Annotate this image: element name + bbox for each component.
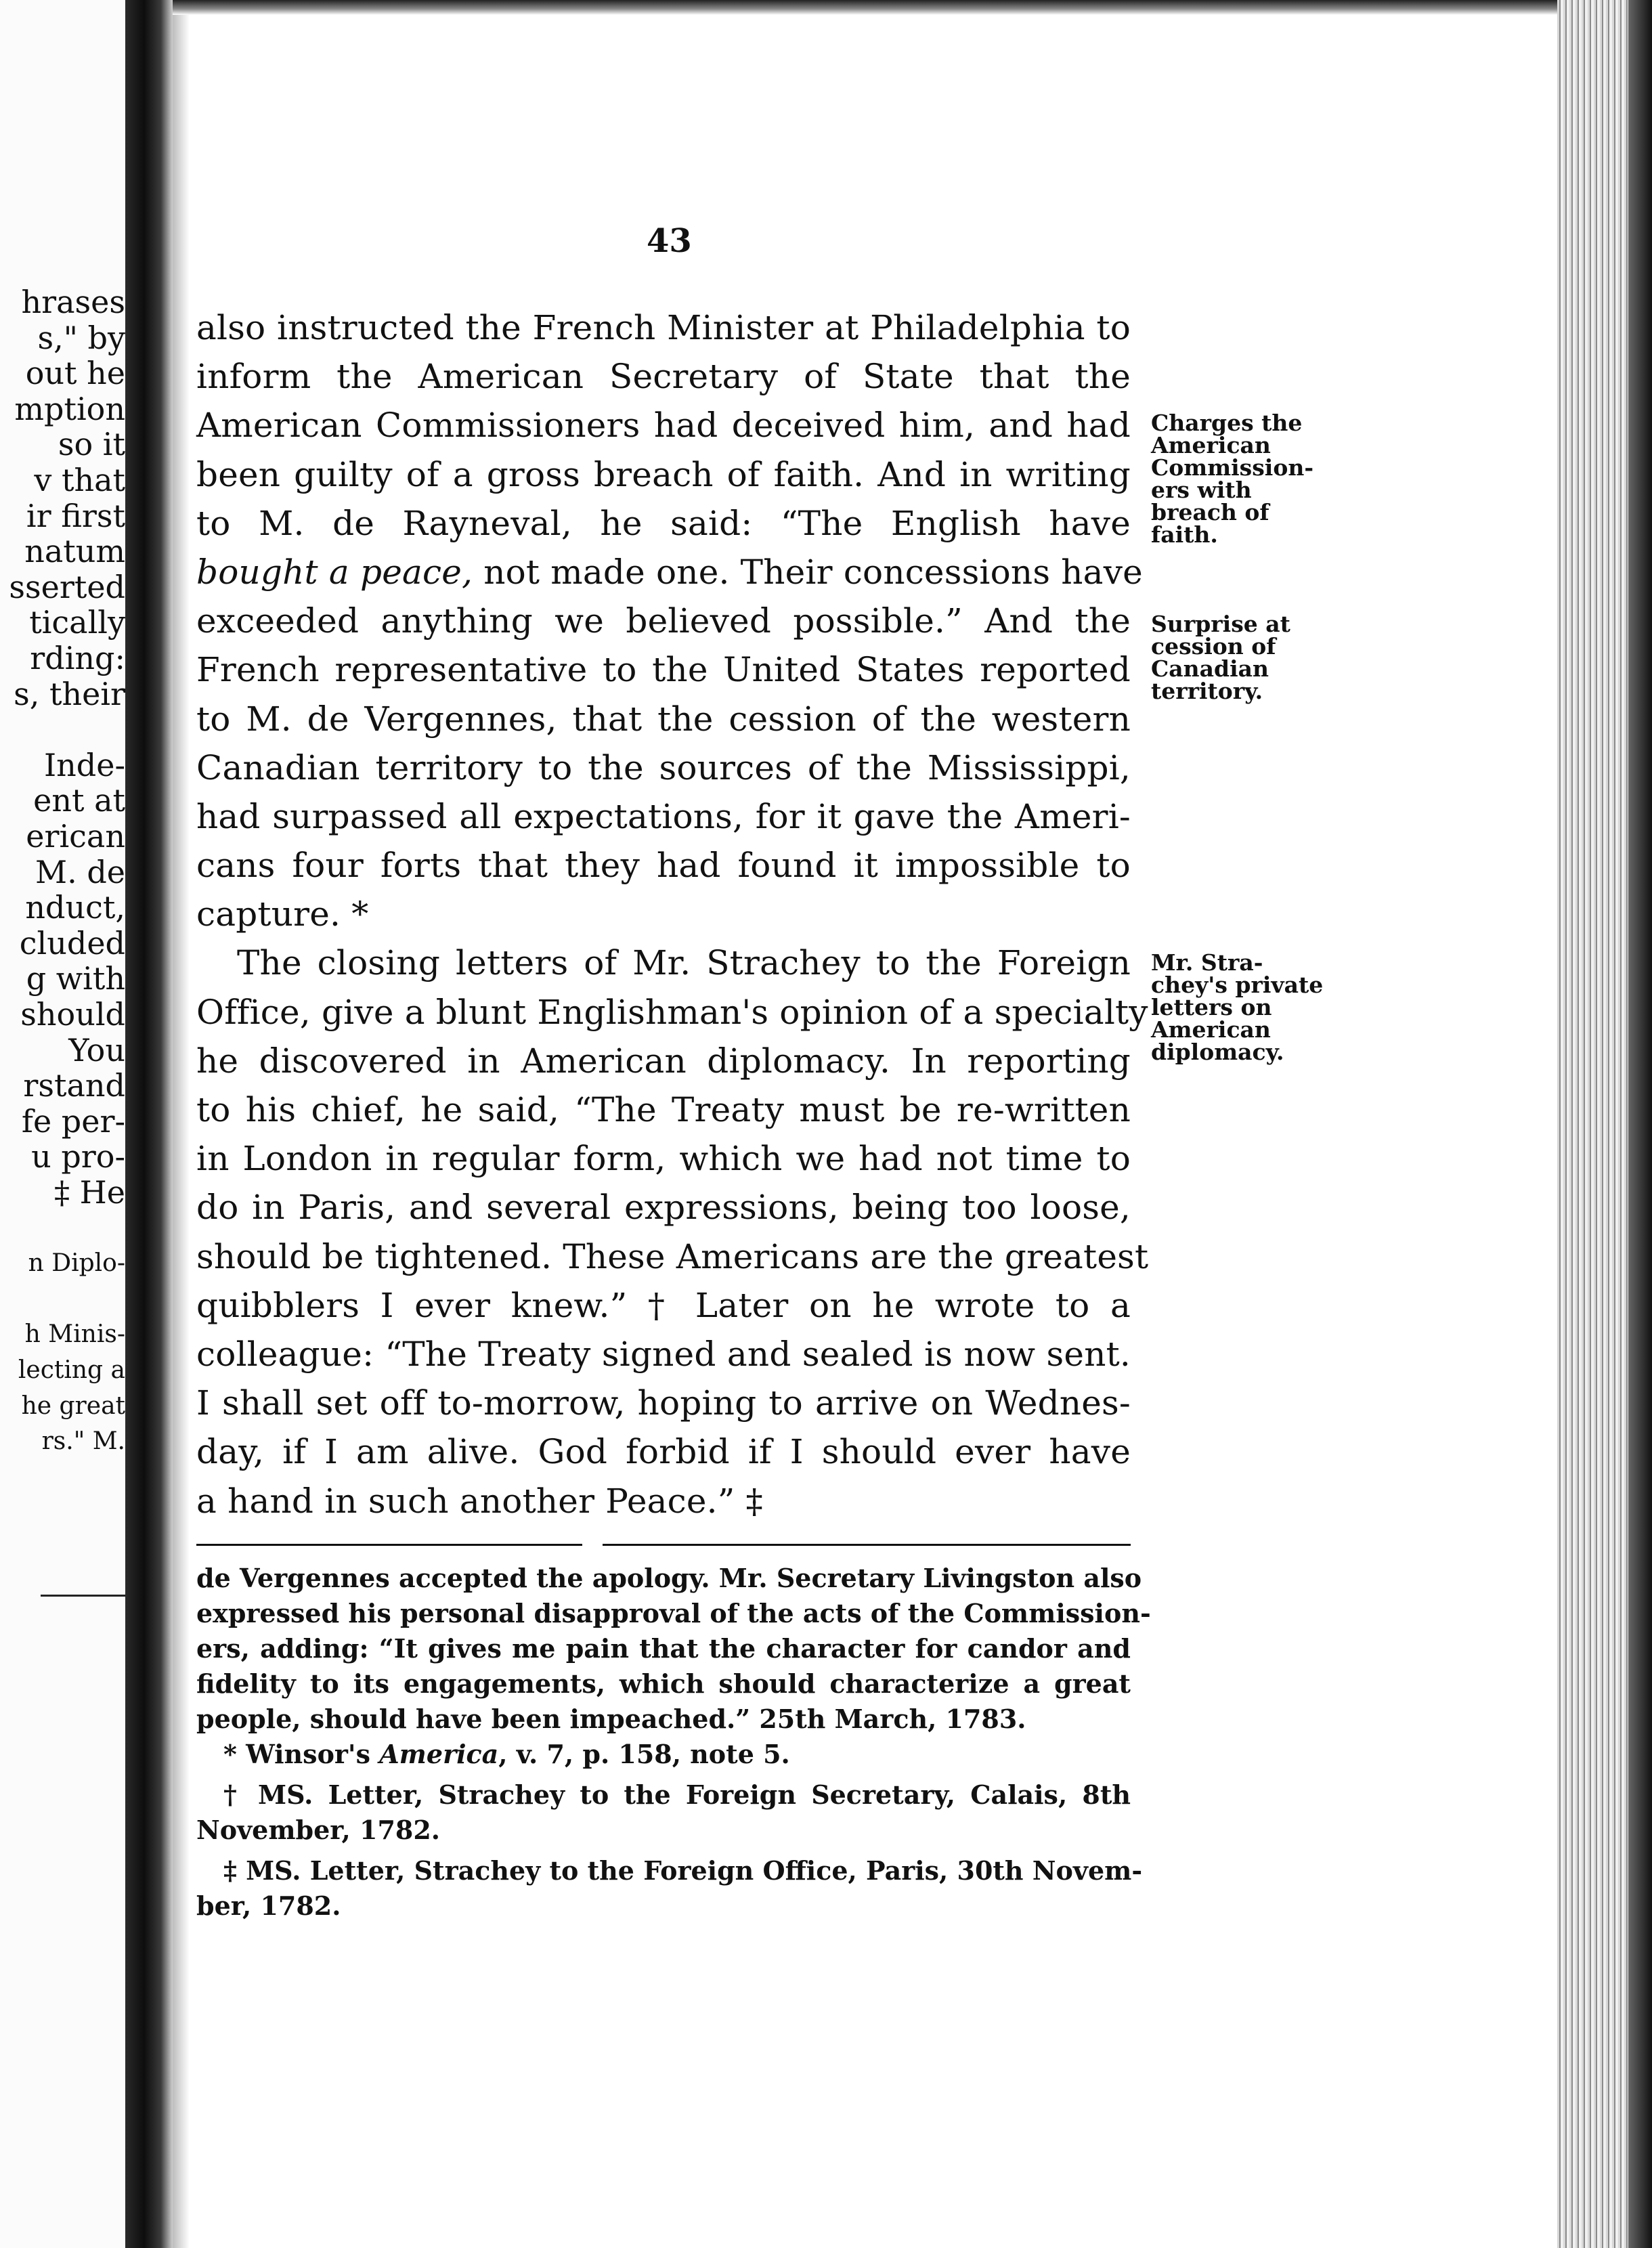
text-line: exceeded anything we believed possible.” And the (196, 601, 1131, 641)
left-page-fragment: v that (34, 462, 125, 498)
left-page-fragment: out he (25, 355, 125, 392)
left-page-fragment: You (68, 1031, 125, 1068)
left-page-fragment: natum (24, 533, 125, 570)
text-line: Office, give a blunt Englishman's opinion of a specialty (196, 992, 1148, 1032)
margin-note-line: territory. (1151, 678, 1263, 704)
text-line: American Commissioners had deceived him, and had (196, 406, 1131, 446)
text-line: I shall set off to-morrow, hoping to arrive on Wednes- (196, 1383, 1131, 1423)
text-line: The closing letters of Mr. Strachey to the Foreign (237, 943, 1131, 983)
left-footnote-rule (41, 1595, 125, 1597)
left-page-fragment: g with (26, 960, 125, 997)
footnote-star (196, 1737, 1131, 1772)
footnote-dagger: † MS. Letter, Strachey to the Foreign Secretary, Calais, 8th (223, 1779, 1131, 1810)
text-line: do in Paris, and several expressions, being too loose, (196, 1188, 1131, 1228)
left-page-edge (0, 0, 125, 2248)
left-page-fragment: h Minis- (24, 1320, 125, 1349)
margin-note-line: Canadian (1151, 655, 1269, 682)
text-line: colleague: “The Treaty signed and sealed is now sent. (196, 1334, 1131, 1374)
margin-note-line: cession of (1151, 633, 1276, 660)
text-line: to M. de Vergennes, that the cession of the western (196, 699, 1131, 739)
footnote-star-title: America (379, 1739, 499, 1769)
left-page-fragment: tically (29, 604, 125, 641)
left-page-fragment: hrases (21, 284, 125, 320)
left-page-fragment: mption (14, 390, 125, 427)
left-page-fragment: n Diplo- (28, 1249, 125, 1278)
text-line: inform the American Secretary of State that the (196, 357, 1131, 397)
margin-note-line: diplomacy. (1151, 1039, 1284, 1065)
margin-note-line: letters on (1151, 994, 1272, 1020)
left-page-fragment: ‡ He (54, 1174, 125, 1211)
text-line: Canadian territory to the sources of the Mississippi, (196, 748, 1131, 787)
left-page-fragment: lecting a (18, 1356, 125, 1384)
left-page-fragment: u pro- (31, 1138, 125, 1175)
footnotes-block (196, 1561, 1151, 1924)
left-page-fragment: M. de (35, 853, 125, 890)
margin-note-strachey (1151, 951, 1347, 1063)
left-page-fragment: rs." M. (41, 1427, 125, 1456)
text-line: to M. de Rayneval, he said: “The English have (196, 503, 1131, 543)
margin-note-line: Mr. Stra- (1151, 949, 1263, 976)
left-page-fragment: so it (58, 426, 125, 463)
left-page-fragment: cluded (19, 924, 125, 961)
text-line: should be tightened. These Americans are the greatest (196, 1236, 1149, 1276)
footnote-ddagger: ‡ MS. Letter, Strachey to the Foreign Office, Paris, 30th Novem- (223, 1855, 1143, 1886)
text-line: he discovered in American diplomacy. In reporting (196, 1041, 1131, 1081)
footnote-ddagger-cont: ber, 1782. (196, 1890, 341, 1921)
left-page-fragment: should (20, 996, 125, 1033)
footnote-line: de Vergennes accepted the apology. Mr. Secretary Livingston also (196, 1563, 1142, 1593)
footnote-line: ers, adding: “It gives me pain that the character for candor and (196, 1633, 1131, 1664)
text-line: day, if I am alive. God forbid if I should ever have (196, 1432, 1131, 1472)
text-line: had surpassed all expectations, for it gave the Ameri- (196, 796, 1131, 836)
margin-note-line: Charges the (1151, 410, 1303, 436)
footnote-rule-left (196, 1544, 582, 1546)
left-page-fragment: Inde- (43, 746, 125, 783)
margin-note-surprise (1151, 613, 1347, 702)
footnote-star-prefix: * Winsor's (223, 1739, 380, 1769)
margin-note-line: ers with (1151, 477, 1252, 503)
gutter-shadow (173, 0, 190, 2248)
footnote-rule-right (603, 1544, 1131, 1546)
left-page-fragment: fe per- (21, 1102, 125, 1140)
margin-note-line: Surprise at (1151, 611, 1290, 637)
italic-phrase: bought a peace, (196, 552, 473, 592)
right-cover-edge (1628, 0, 1652, 2248)
footnote-star-suffix: , v. 7, p. 158, note 5. (498, 1739, 790, 1769)
margin-note-line: Commission- (1151, 454, 1314, 481)
text-line: capture. * (196, 894, 369, 934)
left-page-fragment: nduct, (25, 889, 125, 926)
text-line: a hand in such another Peace.” ‡ (196, 1481, 763, 1521)
text-line: to his chief, he said, “The Treaty must be re-written (196, 1090, 1131, 1129)
text-line-italic: bought a peace, not made one. Their concessions have (196, 552, 1143, 592)
left-page-fragment: sserted (9, 568, 125, 605)
text-line: cans four forts that they had found it impossible to (196, 846, 1131, 886)
margin-note-line: faith. (1151, 521, 1218, 548)
page-number: 43 (647, 222, 692, 260)
text-line: also instructed the French Minister at Philadelphia to (196, 308, 1131, 347)
margin-note-line: chey's private (1151, 972, 1324, 998)
footnote-line: expressed his personal disapproval of the acts of the Commission- (196, 1598, 1151, 1628)
left-page-fragment: s," by (37, 319, 125, 356)
footnote-line: people, should have been impeached.” 25th March, 1783. (196, 1704, 1026, 1734)
left-page-fragment: he great (21, 1391, 125, 1420)
left-page-fragment: rding: (30, 640, 125, 676)
footnote-dagger-cont: November, 1782. (196, 1815, 440, 1845)
top-page-edge (173, 0, 1652, 15)
left-page-fragment: s, their (14, 675, 125, 712)
left-page-fragment: ent at (33, 782, 125, 819)
margin-note-line: American (1151, 432, 1271, 458)
text-line: quibblers I ever knew.” † Later on he wrote to a (196, 1285, 1131, 1325)
text-line: in London in regular form, which we had not time to (196, 1139, 1131, 1179)
left-page-fragment: erican (26, 818, 125, 855)
text-line: been guilty of a gross breach of faith. And in writing (196, 454, 1131, 494)
book-gutter (125, 0, 173, 2248)
margin-note-line: American (1151, 1016, 1271, 1043)
text-line: French representative to the United States reported (196, 650, 1131, 690)
left-page-fragment: ir first (26, 497, 125, 534)
margin-note-line: breach of (1151, 499, 1269, 525)
margin-note-charges (1151, 412, 1347, 546)
main-text-block (196, 303, 1149, 1526)
left-page-fragment: rstand (23, 1067, 125, 1104)
footnote-line: fidelity to its engagements, which should characterize a great (196, 1668, 1131, 1699)
